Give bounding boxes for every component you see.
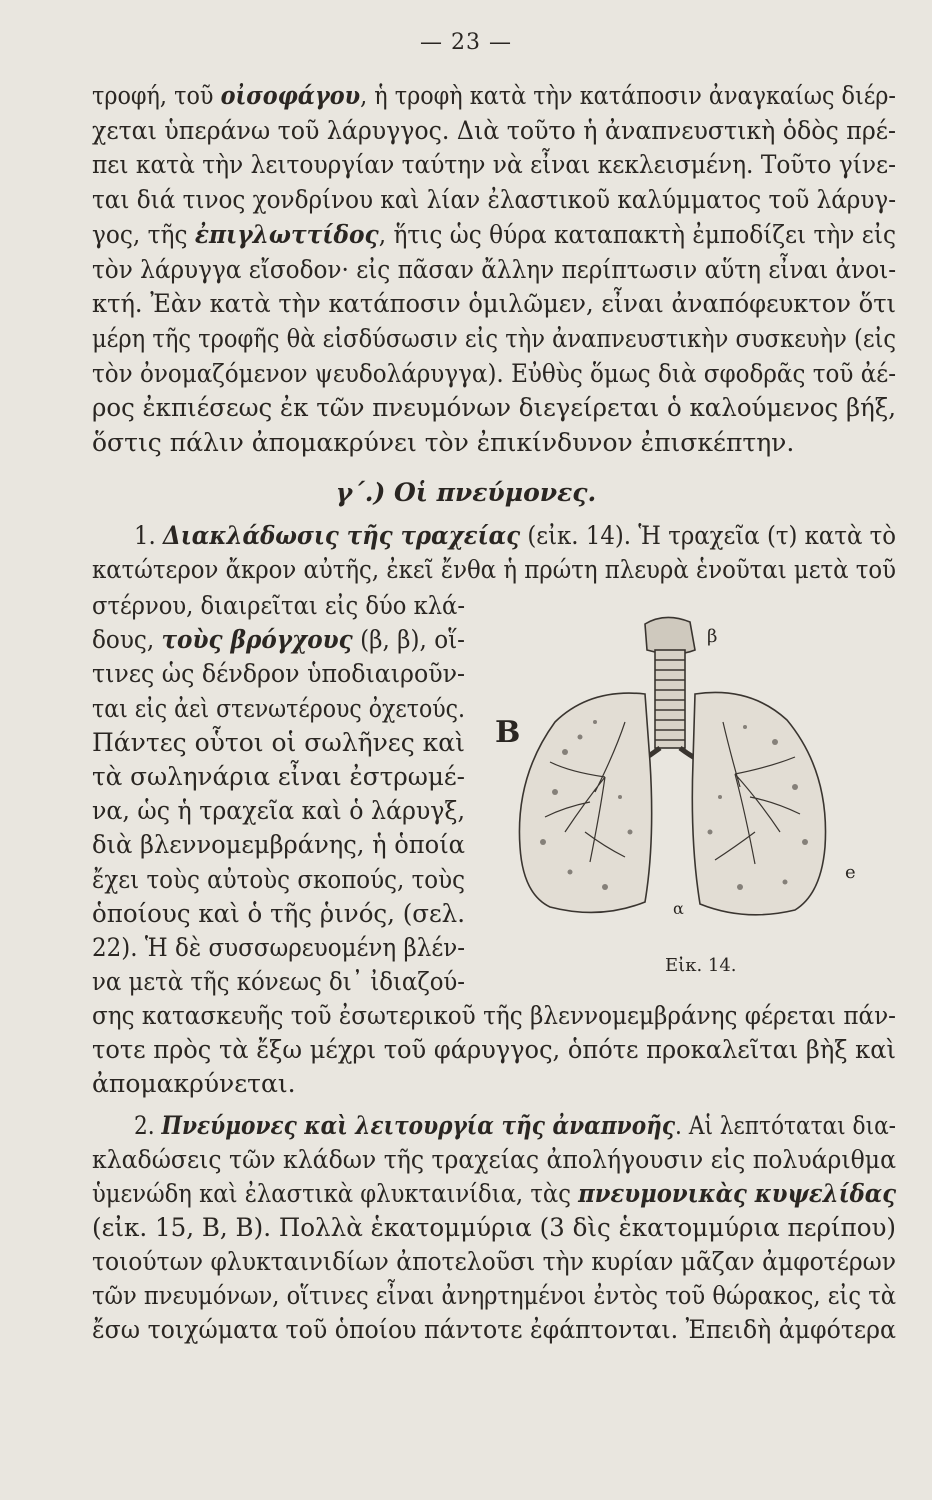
text-run: , ἡ τροφὴ κατὰ τὴν κατάποσιν ἀναγκαίως διέρ- xyxy=(360,81,896,110)
text-line xyxy=(92,288,896,320)
text-run: τὸν λάρυγγα εἴσοδον· εἰς πᾶσαν ἄλλην περίπτωσιν αὕτη εἶναι ἀνοι- xyxy=(92,254,897,284)
text-line xyxy=(92,693,465,725)
emphasis-term: Πνεύμονες καὶ λειτουργία τῆς ἀναπνοῆς xyxy=(161,1111,676,1140)
text-run: (β, β), οἵ- xyxy=(352,625,465,655)
emphasis-term: τοὺς βρόγχους xyxy=(161,625,353,655)
emphasis-term: Διακλάδωσις τῆς τραχείας xyxy=(163,521,521,550)
text-line xyxy=(92,219,896,251)
text-line xyxy=(92,829,465,861)
emphasis-term: ἐπιγλωττίδος xyxy=(194,219,379,249)
text-run: ἔχει τοὺς αὐτοὺς σκοπούς, τοὺς xyxy=(92,864,465,894)
text-run: τοιούτων φλυκταινιδίων ἀποτελοῦσι τὴν κυρίαν μᾶζαν ἀμφοτέρων xyxy=(92,1247,897,1276)
emphasis-term: οἰσοφάγου xyxy=(220,81,361,110)
text-run: . Αἱ λεπτόταται δια- xyxy=(675,1111,897,1140)
text-line xyxy=(92,80,896,112)
text-line xyxy=(92,1000,896,1032)
text-run: τῶν πνευμόνων, οἵτινες εἶναι ἀνηρτημένοι ἐντὸς τοῦ θώρακος, εἰς τὰ xyxy=(92,1281,897,1310)
text-run: ρος ἐκπιέσεως ἐκ τῶν πνευμόνων διεγείρεται ὁ καλούμενος βήξ, xyxy=(92,393,897,423)
text-run: ὁποίους καὶ ὁ τῆς ῥινός, (σελ. xyxy=(92,898,465,928)
figure-caption: Εἰκ. 14. xyxy=(665,955,737,976)
text-run: τροφή, τοῦ xyxy=(92,81,221,110)
text-run: να μετὰ τῆς κόνεως δι᾽ ἰδιαζού- xyxy=(92,967,465,997)
text-line xyxy=(92,184,896,216)
text-run: να, ὡς ἡ τραχεῖα καὶ ὁ λάρυγξ, xyxy=(92,796,466,826)
text-run: κτή. Ἐὰν κατὰ τὴν κατάποσιν ὁμιλῶμεν, εἶναι ἀναπόφευκτον ὅτι xyxy=(92,289,897,319)
text-run: Πάντες οὗτοι οἱ σωλῆνες καὶ xyxy=(92,727,465,757)
page-number: — 23 — xyxy=(420,30,512,55)
emphasis-term: πνευμονικὰς κυψελίδας xyxy=(578,1179,897,1208)
text-run: (εἰκ. 14). Ἡ τραχεῖα (τ) κατὰ τὸ xyxy=(520,521,897,550)
text-line xyxy=(92,1034,896,1066)
text-run: κλαδώσεις τῶν κλάδων τῆς τραχείας ἀπολήγουσιν εἰς πολυάριθμα xyxy=(92,1145,896,1174)
text-line xyxy=(92,1280,896,1312)
text-run: κατώτερον ἄκρον αὐτῆς, ἐκεῖ ἔνθα ἡ πρώτη πλευρὰ ἑνοῦται μετὰ τοῦ xyxy=(92,555,897,585)
text-line xyxy=(92,727,465,759)
text-line xyxy=(92,1212,896,1244)
text-run: τὸν ὀνομαζόμενον ψευδολάρυγγα). Εὐθὺς ὅμως διὰ σφοδρᾶς τοῦ ἀέ- xyxy=(92,358,896,388)
text-line xyxy=(92,358,896,390)
text-line xyxy=(92,1246,896,1278)
text-run: στέρνου, διαιρεῖται εἰς δύο κλά- xyxy=(92,591,465,620)
text-run: , ἥτις ὡς θύρα καταπακτὴ ἐμποδίζει τὴν εἰς xyxy=(378,219,896,249)
text-run: ται εἰς ἀεὶ στενωτέρους ὀχετούς. xyxy=(92,693,466,723)
text-run: τινες ὡς δένδρον ὑποδιαιροῦν- xyxy=(92,659,465,689)
text-line xyxy=(92,932,465,964)
text-line xyxy=(92,624,465,656)
figure-label-left: B xyxy=(495,715,521,750)
text-line xyxy=(134,1110,896,1142)
text-run: μέρη τῆς τροφῆς θὰ εἰσδύσωσιν εἰς τὴν ἀναπνευστικὴν συσκευὴν (εἰς xyxy=(92,323,897,353)
text-run: χεται ὑπεράνω τοῦ λάρυγγος. Διὰ τοῦτο ἡ ἀναπνευστικὴ ὁδὸς πρέ- xyxy=(92,115,896,145)
text-run: 2. xyxy=(134,1111,162,1140)
lung-illustration xyxy=(495,602,875,942)
text-run: 1. xyxy=(134,521,164,550)
text-line xyxy=(92,115,896,147)
text-line xyxy=(92,323,896,355)
text-line xyxy=(92,149,896,181)
text-line xyxy=(92,864,465,896)
text-line xyxy=(92,427,794,459)
text-line xyxy=(92,658,465,690)
text-run: γος, τῆς xyxy=(92,219,195,249)
text-line xyxy=(92,554,896,586)
text-line xyxy=(92,761,465,793)
figure-label-a: α xyxy=(673,899,684,918)
figure-label-e: e xyxy=(845,862,856,883)
text-line xyxy=(92,254,896,286)
text-run: ἀπομακρύνεται. xyxy=(92,1069,296,1099)
text-run: 22). Ἡ δὲ συσσωρευομένη βλέν- xyxy=(92,933,466,962)
text-line xyxy=(134,520,896,552)
text-run: τοτε πρὸς τὰ ἔξω μέχρι τοῦ φάρυγγος, ὁπότε προκαλεῖται βὴξ καὶ xyxy=(92,1035,896,1065)
text-run: ὅστις πάλιν ἀπομακρύνει τὸν ἐπικίνδυνον ἐπισκέπτην. xyxy=(92,428,795,457)
text-line xyxy=(92,1314,896,1346)
text-run: σης κατασκευῆς τοῦ ἐσωτερικοῦ τῆς βλεννομεμβράνης φέρεται πάν- xyxy=(92,1001,896,1030)
text-run: πει κατὰ τὴν λειτουργίαν ταύτην νὰ εἶναι κεκλεισμένη. Τοῦτο γίνε- xyxy=(92,150,896,180)
lungs-trachea-drawing xyxy=(495,602,875,942)
text-line xyxy=(92,1068,296,1100)
text-run: διὰ βλεννομεμβράνης, ἡ ὁποία xyxy=(92,830,465,860)
figure-label-right: β xyxy=(707,626,718,647)
text-line xyxy=(92,1178,896,1210)
text-line xyxy=(92,898,465,930)
text-run: τὰ σωληνάρια εἶναι ἐστρωμέ- xyxy=(92,762,466,791)
text-run: (εἰκ. 15, Β, Β). Πολλὰ ἑκατομμύρια (3 δὶς ἑκατομμύρια περίπου) xyxy=(92,1213,897,1242)
text-run: ται διά τινος χονδρίνου καὶ λίαν ἐλαστικοῦ καλύμματος τοῦ λάρυγ- xyxy=(92,185,897,215)
text-run: δους, xyxy=(92,625,162,655)
text-run: ὑμενώδη καὶ ἐλαστικὰ φλυκταινίδια, τὰς xyxy=(92,1179,579,1208)
text-line xyxy=(92,1144,896,1176)
text-line xyxy=(92,966,465,998)
section-heading: γ΄.) Οἱ πνεύμονες. xyxy=(335,478,597,507)
text-run: ἔσω τοιχώματα τοῦ ὁποίου πάντοτε ἐφάπτονται. Ἐπειδὴ ἀμφότερα xyxy=(92,1315,896,1344)
text-line xyxy=(92,795,465,827)
text-line xyxy=(92,590,465,622)
text-line xyxy=(92,392,896,424)
